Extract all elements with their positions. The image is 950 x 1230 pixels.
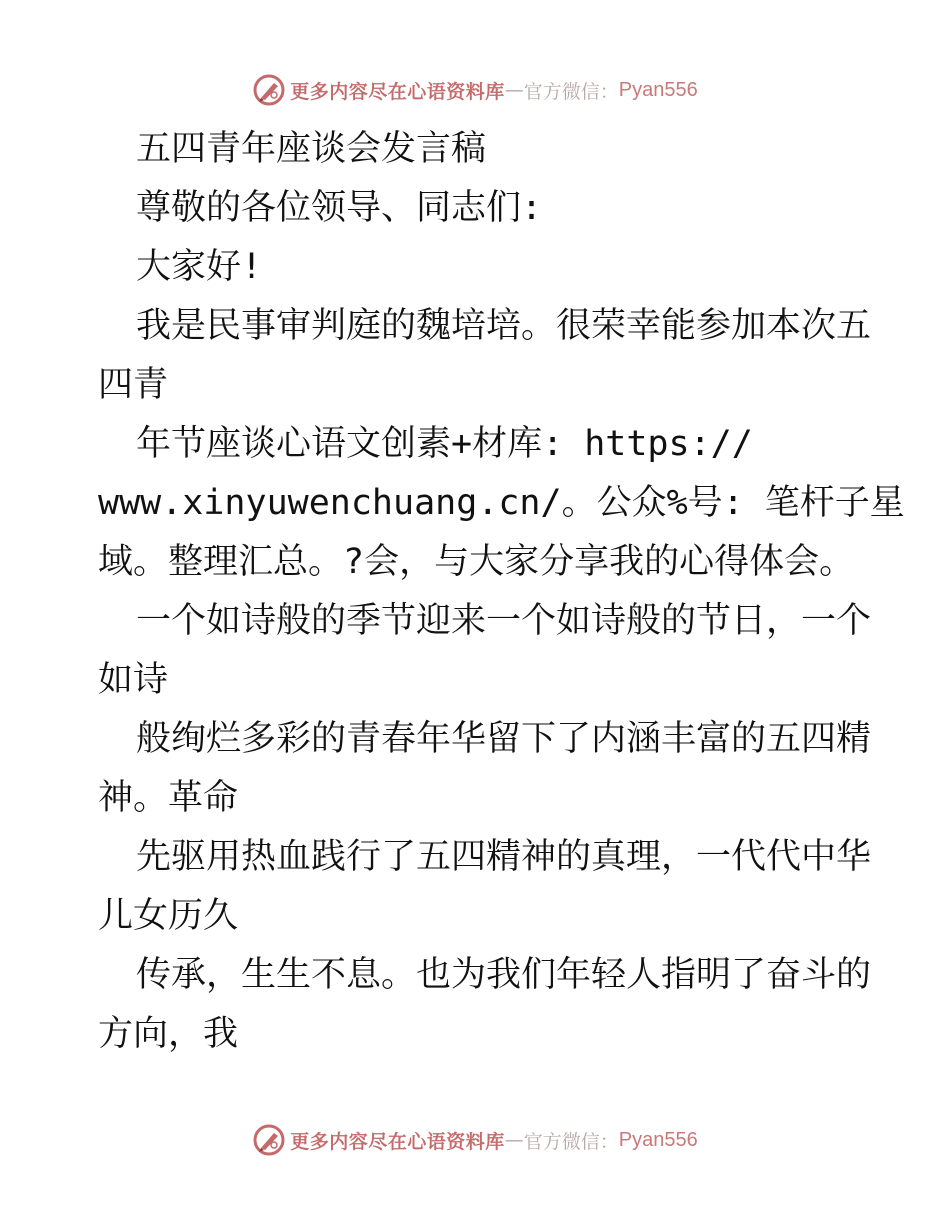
banner-dash: —: [504, 79, 524, 101]
text-line: 般绚烂多彩的青春年华留下了内涵丰富的五四精: [136, 719, 872, 759]
banner-dash: —: [504, 1129, 524, 1151]
pen-logo-icon: [252, 1123, 286, 1157]
text-line: 先驱用热血践行了五四精神的真理，一代代中华: [136, 837, 872, 877]
banner-wechat-id: Pyan556: [618, 1128, 698, 1151]
text-line: 神。革命: [98, 778, 239, 818]
greeting: 大家好!: [136, 247, 263, 287]
text-line: 传承，生生不息。也为我们年轻人指明了奋斗的: [136, 955, 872, 995]
banner-wechat-label: 官方微信：: [523, 1130, 619, 1153]
document-body: [98, 120, 905, 1064]
banner-wechat-label: 官方微信：: [523, 80, 619, 103]
text-line: www.xinyuwenchuang.cn/。公众%号: 笔杆子星: [98, 483, 905, 523]
footer-watermark-banner: [0, 1120, 950, 1160]
banner-wechat-id: Pyan556: [618, 78, 698, 101]
text-line: 年节座谈心语文创素+材库: https://: [136, 424, 753, 464]
salutation: 尊敬的各位领导、同志们:: [136, 188, 543, 228]
document-title: 五四青年座谈会发言稿: [136, 129, 487, 169]
text-line: 儿女历久: [98, 896, 239, 936]
text-line: 我是民事审判庭的魏培培。很荣幸能参加本次五: [136, 306, 872, 346]
text-line: 如诗: [98, 660, 169, 700]
banner-text: 更多内容尽在心语资料库: [290, 1130, 505, 1153]
text-line: 四青: [98, 365, 169, 405]
text-line: 一个如诗般的季节迎来一个如诗般的节日，一个: [136, 601, 872, 641]
banner-text: 更多内容尽在心语资料库: [290, 80, 505, 103]
text-line: 方向，我: [98, 1014, 239, 1054]
pen-logo-icon: [252, 73, 286, 107]
header-watermark-banner: [0, 70, 950, 110]
text-line: 域。整理汇总。?会，与大家分享我的心得体会。: [98, 542, 855, 582]
